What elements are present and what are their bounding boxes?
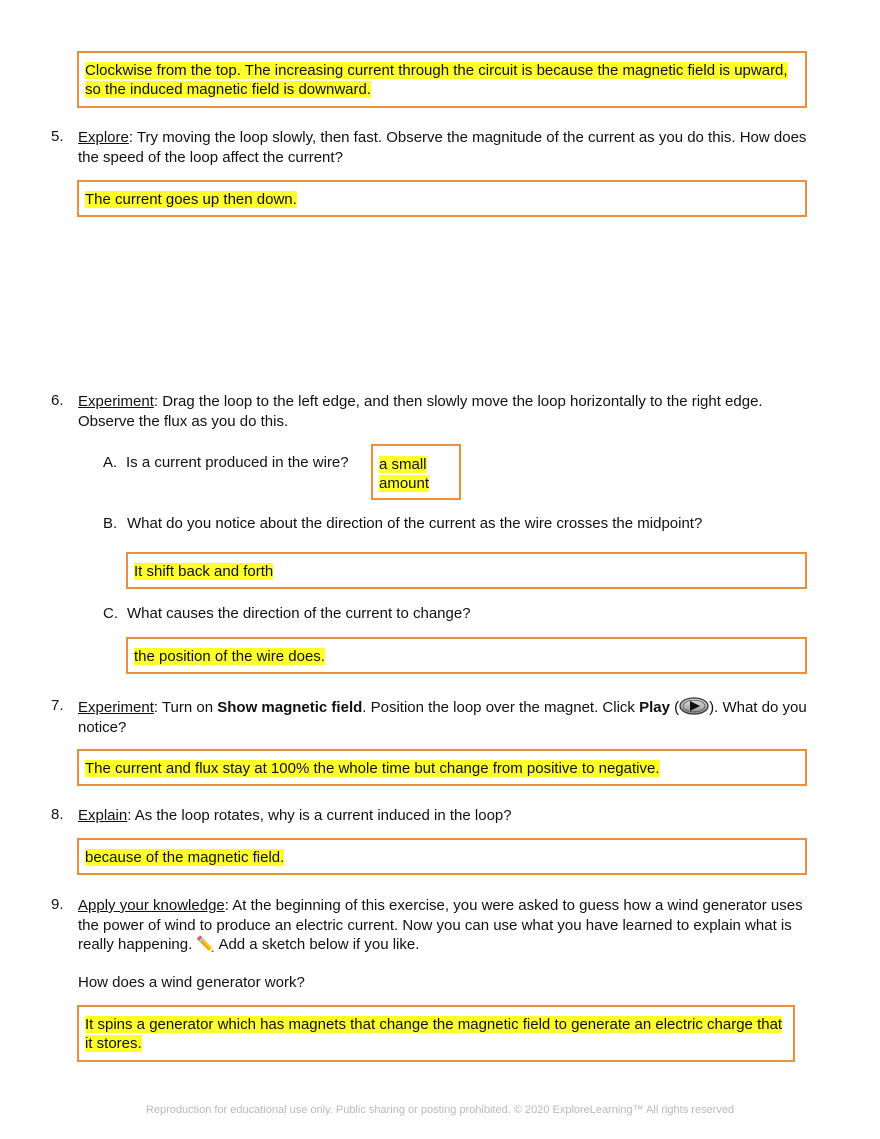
answer-text-q6c: the position of the wire does. [134,648,325,665]
question-8-label: Explain [78,807,128,824]
show-magnetic-field-label: Show magnetic field [217,699,363,716]
play-label: Play [639,699,670,716]
question-6c-letter: C. [103,605,118,622]
question-6c-text: What causes the direction of the current to change? [127,605,471,622]
question-9-label: Apply your knowledge [78,897,225,914]
copyright-footer: Reproduction for educational use only. Public sharing or posting prohibited. © 2020 ExploreLearning™ All rights reserved [145,1104,735,1116]
answer-text-q6b: It shift back and forth [134,563,274,580]
question-6b-letter: B. [103,515,118,532]
question-9-text-2: Add a sketch below if you like. [215,936,420,953]
question-7-label: Experiment [78,699,154,716]
play-button-icon [679,697,709,715]
answer-text-q4: Clockwise from the top. The increasing current through the circuit is because the magnetic field is upward, so the induced magnetic field is downward. [85,62,788,98]
question-5-label: Explore [78,129,129,146]
question-7-text-2: . Position the loop over the magnet. Click [362,699,640,716]
answer-box-q9[interactable] [77,1005,795,1062]
question-6 [78,392,818,431]
answer-text-q7: The current and flux stay at 100% the whole time but change from positive to negative. [85,760,660,777]
question-6-text: : Drag the loop to the left edge, and then slowly move the loop horizontally to the right edge. Observe the flux as you do this. [78,393,763,430]
question-number-5: 5. [51,128,64,145]
answer-box-q8[interactable] [77,838,807,875]
answer-box-q7[interactable] [77,749,807,786]
question-6a-text: Is a current produced in the wire? [126,454,349,471]
question-6a-letter: A. [103,454,118,471]
question-8 [78,806,823,826]
question-7 [78,697,823,737]
answer-text-q8: because of the magnetic field. [85,849,285,866]
question-7-text-4: ). What do you notice? [78,699,807,736]
question-number-9: 9. [51,896,64,913]
question-5-text: : Try moving the loop slowly, then fast. Observe the magnitude of the current as you do this. How does the speed of the loop affect the current? [78,129,807,166]
question-number-7: 7. [51,697,64,714]
answer-box-q6a[interactable] [371,444,461,500]
answer-text-q5: The current goes up then down. [85,191,297,208]
question-8-text: : As the loop rotates, why is a current induced in the loop? [127,807,512,824]
question-number-6: 6. [51,392,64,409]
answer-box-q6b[interactable] [126,552,807,589]
question-9-prompt: How does a wind generator work? [78,974,305,991]
question-9 [78,896,823,955]
answer-box-q4[interactable] [77,51,807,108]
question-9-text-1: : At the beginning of this exercise, you were asked to guess how a wind generator uses the power of wind to produce an electric current. Now you can use what you have learned to explain what is really happening. [78,897,803,953]
answer-box-q6c[interactable] [126,637,807,674]
question-5 [78,128,823,167]
question-number-8: 8. [51,806,64,823]
answer-box-q5[interactable] [77,180,807,217]
question-7-text-1: : Turn on [153,699,218,716]
question-7-text-3: ( [669,699,680,716]
question-6-label: Experiment [78,393,154,410]
answer-text-q6a-line2: amount [379,475,430,492]
answer-text-q6a-line1: a small [379,456,427,473]
pencil-icon: ✏️ [196,936,216,953]
answer-text-q9: It spins a generator which has magnets that change the magnetic field to generate an electric charge that it stores. [85,1016,783,1052]
question-6b-text: What do you notice about the direction of the current as the wire crosses the midpoint? [127,515,703,532]
